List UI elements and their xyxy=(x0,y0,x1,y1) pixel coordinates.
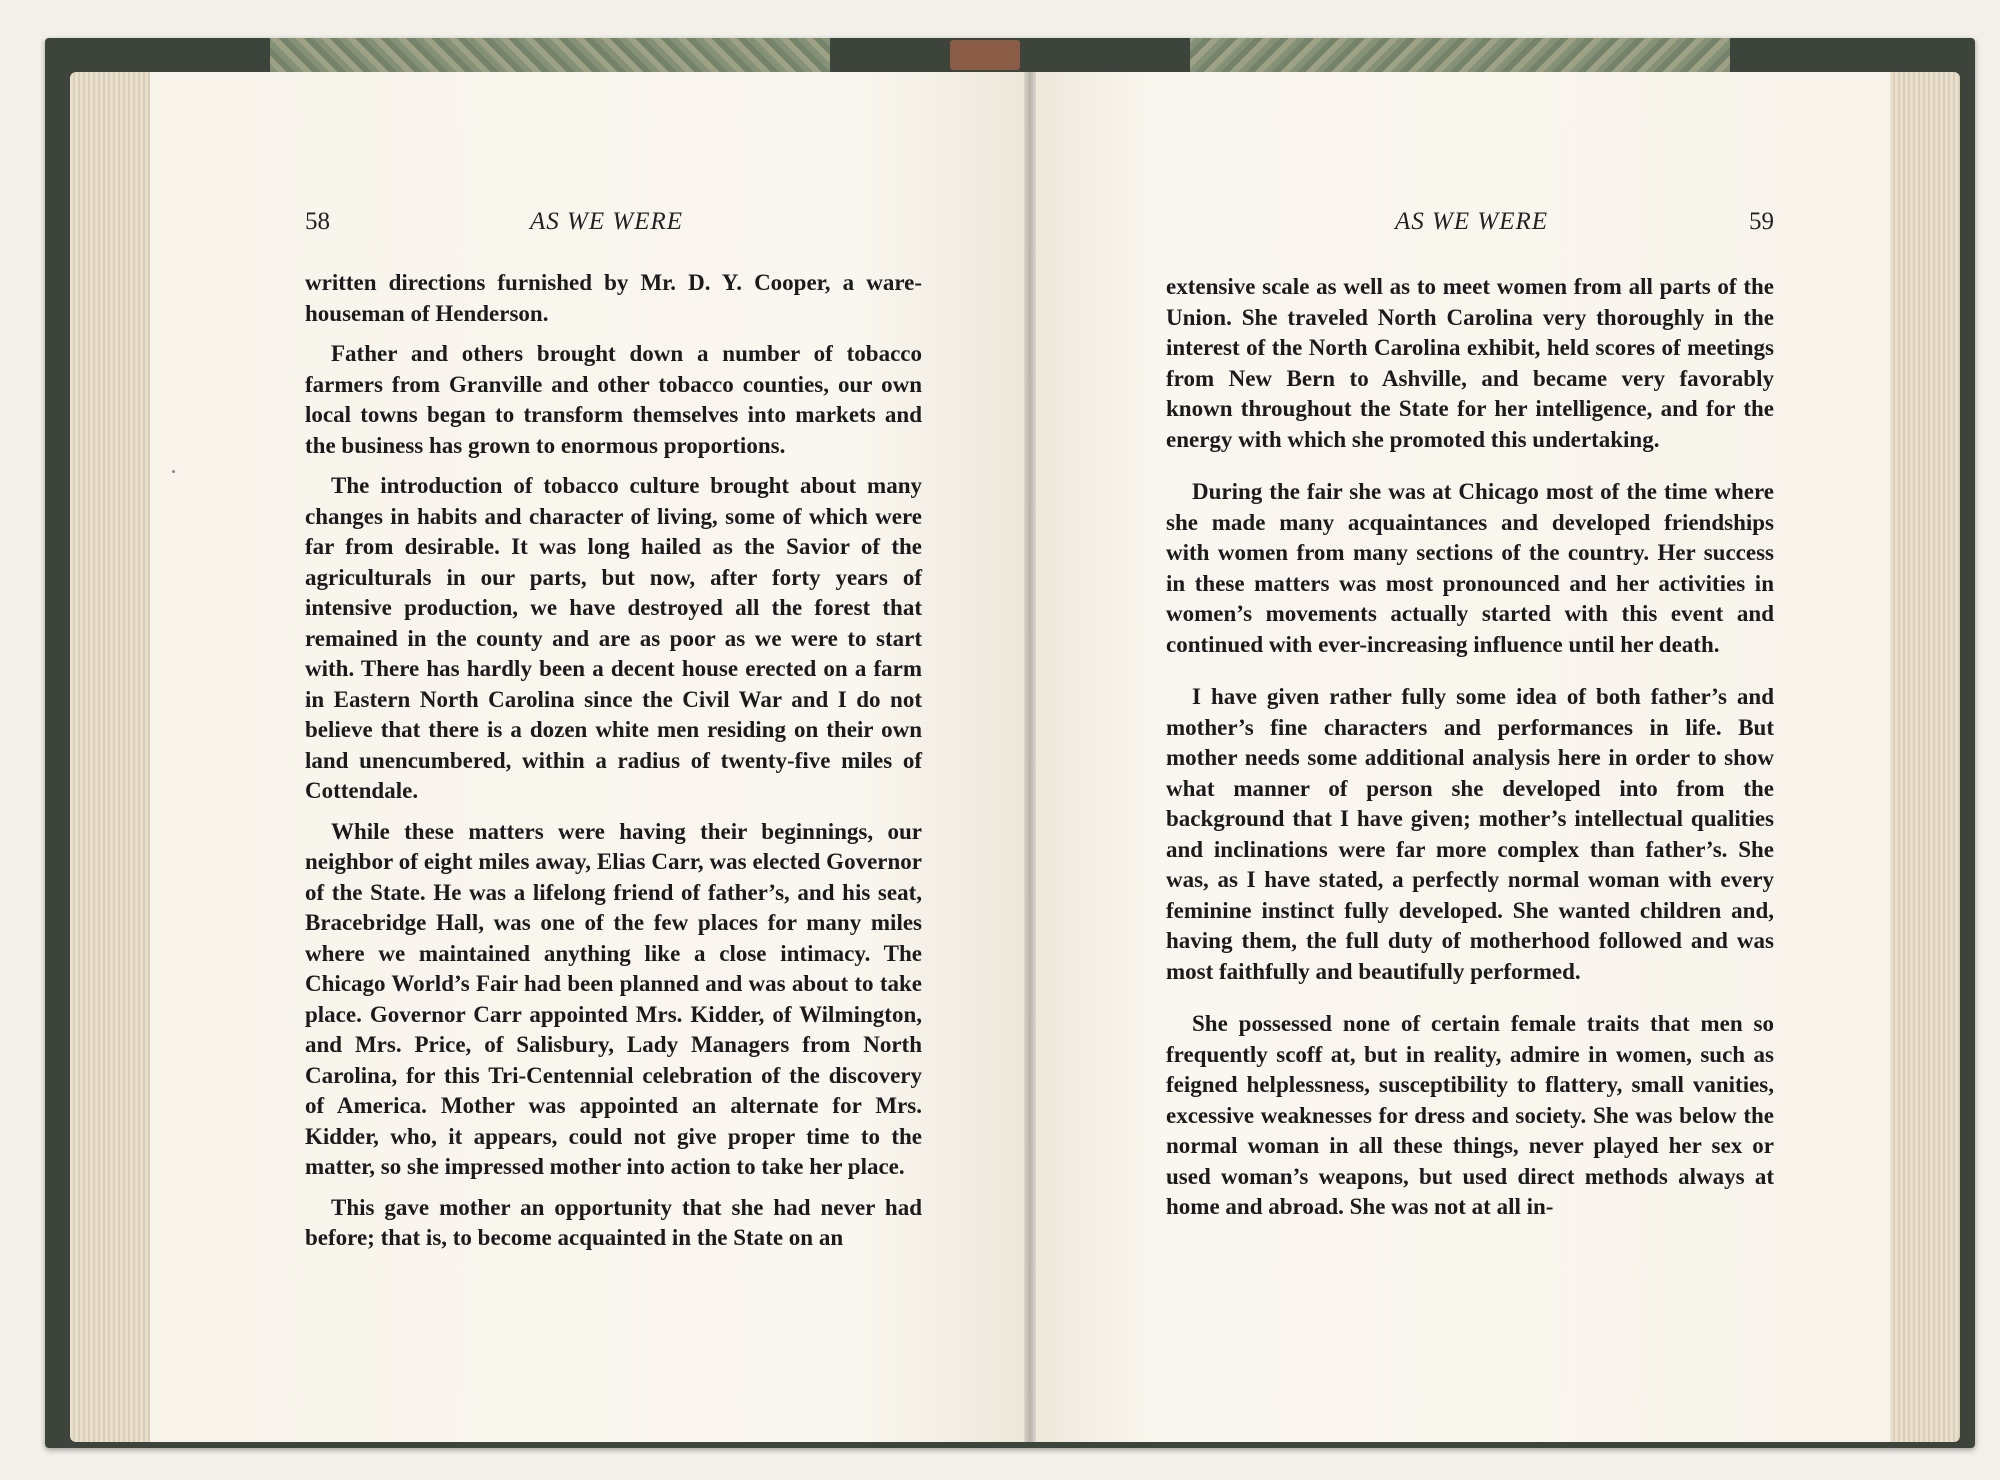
left-paragraph-2: Father and others brought down a number of tobacco farmers from Granville and other tobacco counties, our own local towns began to transform themselves into markets and the business has grown to enormous proportions. xyxy=(305,341,922,458)
page-edges-left xyxy=(70,72,160,1442)
right-paragraph-1: extensive scale as well as to meet women from all parts of the Union. She traveled North Carolina very thoroughly in the interest of the North Carolina exhibit, held scores of meetings from New Bern to Ashville, and became very favorably known throughout the State for her intelligence, and for the energy with which she promoted this undertaking. xyxy=(1166,274,1774,452)
page-edges-right xyxy=(1880,72,1960,1442)
right-paragraph-3: I have given rather fully some idea of both father’s and mother’s fine characters and performances in life. But mother needs some additional analysis here in order to show what manner of person she developed into from the background that I have given; mother’s intellectual qualities and inclinations were far more complex than father’s. She was, as I have stated, a perfectly normal woman with every feminine instinct fully developed. She wanted children and, having them, the full duty of motherhood followed and was most faithfully and beautifully performed. xyxy=(1166,684,1774,984)
left-page-number: 58 xyxy=(305,208,330,235)
left-running-title: AS WE WERE xyxy=(530,208,684,235)
left-page-body xyxy=(305,268,922,1264)
right-paragraph-4: She possessed none of certain female traits that men so frequently scoff at, but in reality, admire in women, such as feigned helplessness, susceptibility to flattery, small vanities, excessive weaknesses for dress and society. She was below the normal woman in all these things, never played her sex or used woman’s weapons, but used direct methods always at home and abroad. She was not at all in- xyxy=(1166,1011,1774,1219)
right-page-body xyxy=(1166,272,1774,1245)
book-spine-headband xyxy=(950,40,1020,70)
right-paragraph-2: During the fair she was at Chicago most of the time where she made many acquaintances and developed friendships with women from many sections of the country. Her success in these matters was most pronounced and her activities in women’s movements actually started with this event and continued with ever-increasing influence until her death. xyxy=(1166,479,1774,657)
right-page-header xyxy=(1165,208,1780,242)
marbled-endpaper-right xyxy=(1190,38,1730,72)
left-paragraph-5: This gave mother an opportunity that she had never had before; that is, to become acquainted in the State on an xyxy=(305,1194,922,1250)
paper-speck xyxy=(172,470,175,473)
marbled-endpaper-left xyxy=(270,38,830,72)
left-paragraph-4: While these matters were having their beginnings, our neighbor of eight miles away, Elias Carr, was elected Governor of the State. He was a lifelong friend of father’s, and his seat, Bracebridge Hall, was one of the few places for many miles where we maintained anything like a close intimacy. The Chicago World’s Fair had been planned and was about to take place. Governor Carr appointed Mrs. Kidder, of Wilmington, and Mrs. Price, of Salisbury, Lady Managers from North Carolina, for this Tri-Centennial celebration of the discovery of America. Mother was appointed an alternate for Mrs. Kidder, who, it appears, could not give proper time to the matter, so she impressed mother into action to take her place. xyxy=(305,818,922,1179)
left-paragraph-1: written directions furnished by Mr. D. Y. Cooper, a warehouseman of Henderson. xyxy=(305,270,922,326)
book-gutter xyxy=(1024,72,1036,1442)
right-page-number: 59 xyxy=(1749,208,1774,235)
left-page-header xyxy=(305,208,925,242)
left-paragraph-3: The introduction of tobacco culture brought about many changes in habits and character of living, some of which were far from desirable. It was long hailed as the Savior of the agriculturals in our parts, but now, after forty years of intensive production, we have destroyed all the forest that remained in the county and are as poor as we were to start with. There has hardly been a decent house erected on a farm in Eastern North Carolina since the Civil War and I do not believe that there is a dozen white men residing on their own land unencumbered, within a radius of twenty-five miles of Cottendale. xyxy=(305,473,922,803)
right-running-title: AS WE WERE xyxy=(1395,208,1549,235)
